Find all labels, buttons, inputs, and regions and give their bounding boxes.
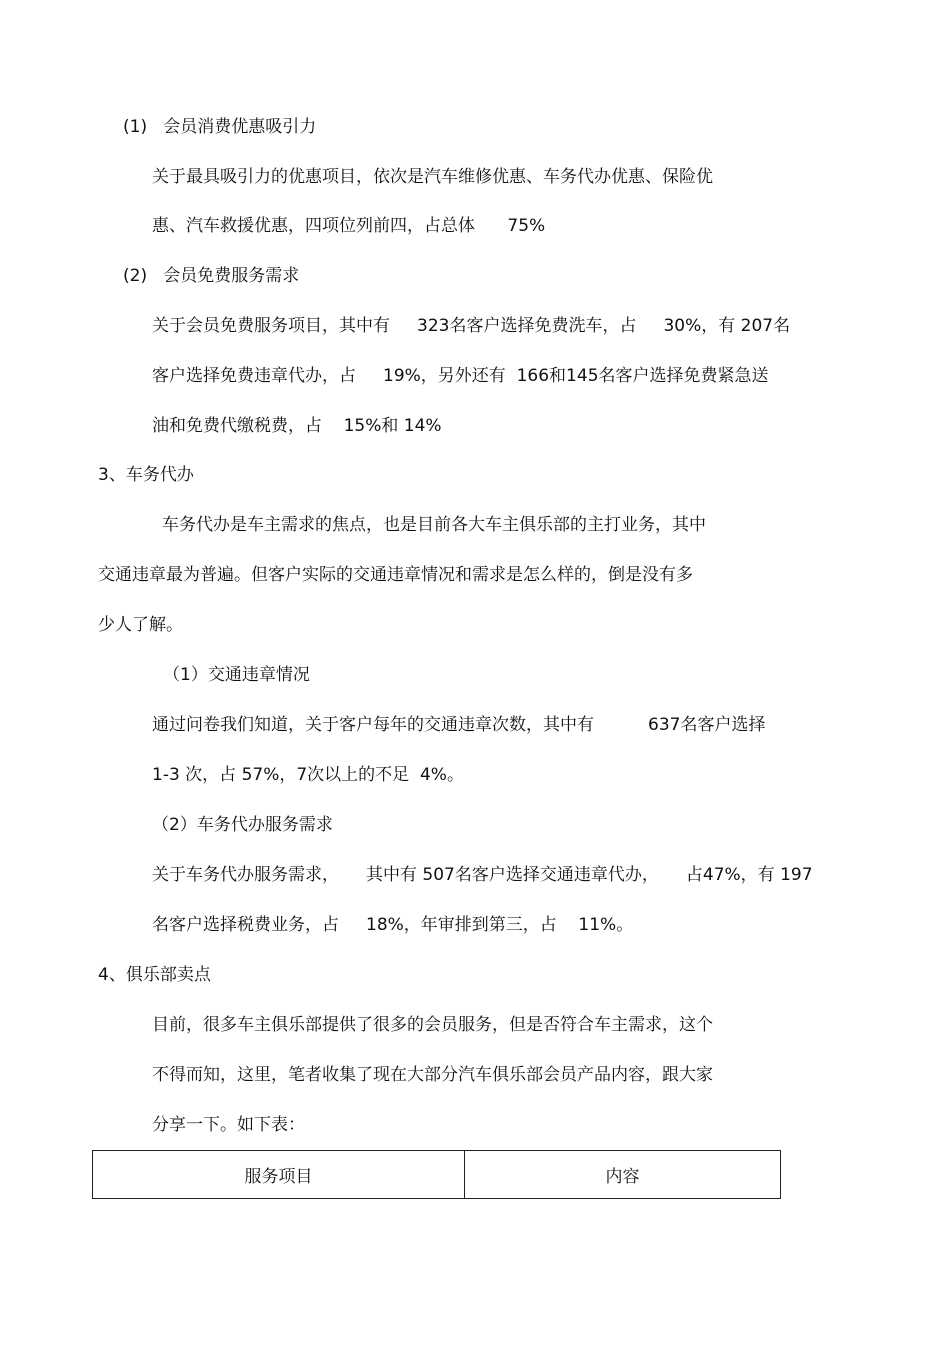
paragraph-line: 交通违章最为普遍。但客户实际的交通违章情况和需求是怎么样的，倒是没有多 [98, 565, 693, 585]
subheading-service-demand: （2）车务代办服务需求 [152, 815, 333, 835]
subheading-free-service: (2) 会员免费服务需求 [123, 266, 300, 286]
table-header-service-item: 服务项目 [93, 1151, 465, 1199]
table-header-content: 内容 [465, 1151, 781, 1199]
table-header-row [93, 1151, 781, 1199]
paragraph-line: 客户选择免费违章代办，占 19%，另外还有 166和145名客户选择免费紧急送 [152, 366, 769, 386]
paragraph-line: 关于最具吸引力的优惠项目，依次是汽车维修优惠、车务代办优惠、保险优 [152, 167, 713, 187]
paragraph-line: 通过问卷我们知道，关于客户每年的交通违章次数，其中有 637名客户选择 [152, 715, 766, 735]
paragraph-line: 目前，很多车主俱乐部提供了很多的会员服务，但是否符合车主需求，这个 [152, 1015, 713, 1035]
paragraph-line: 分享一下。如下表： [152, 1115, 305, 1135]
subheading-member-discount: (1) 会员消费优惠吸引力 [123, 117, 317, 137]
subheading-traffic-violations: （1）交通违章情况 [163, 665, 310, 685]
paragraph-line: 关于车务代办服务需求， 其中有 507名客户选择交通违章代办， 占47%，有 197 [152, 865, 813, 885]
paragraph-line: 少人了解。 [98, 615, 183, 635]
service-table [92, 1150, 781, 1199]
section-heading-club-selling-points: 4、俱乐部卖点 [98, 965, 211, 985]
paragraph-line: 车务代办是车主需求的焦点，也是目前各大车主俱乐部的主打业务，其中 [162, 515, 706, 535]
paragraph-line: 1-3 次，占 57%，7次以上的不足 4%。 [152, 765, 464, 785]
paragraph-line: 油和免费代缴税费，占 15%和 14% [152, 416, 442, 436]
paragraph-line: 惠、汽车救援优惠，四项位列前四，占总体 75% [152, 216, 546, 236]
paragraph-line: 不得而知，这里，笔者收集了现在大部分汽车俱乐部会员产品内容，跟大家 [152, 1065, 713, 1085]
paragraph-line: 关于会员免费服务项目，其中有 323名客户选择免费洗车，占 30%，有 207名 [152, 316, 791, 336]
paragraph-line: 名客户选择税费业务，占 18%，年审排到第三，占 11%。 [152, 915, 634, 935]
section-heading-vehicle-services: 3、车务代办 [98, 465, 194, 485]
